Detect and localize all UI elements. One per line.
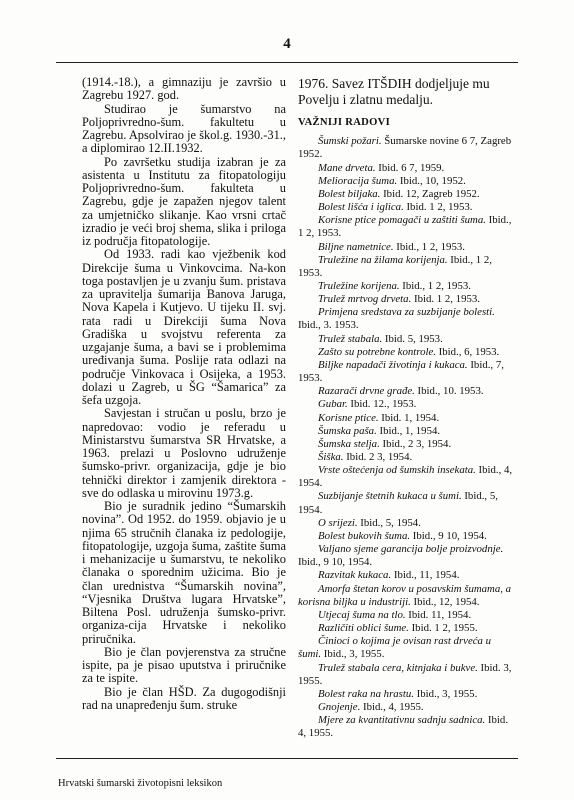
paragraph: Bio je član HŠD. Za dugogodišnji rad na unapređenju šum. struke	[82, 684, 286, 712]
work-reference: Ibid. 3, 1955.	[298, 661, 512, 687]
paragraph: Bio je član povjerenstva za stručne ispite, pa je pisao uputstva i priručnike za te ispite.	[82, 644, 286, 686]
work-entry	[298, 635, 514, 661]
work-title: Primjena sredstava za suzbijanje bolesti.	[318, 306, 495, 319]
work-reference: Ibid., 2 3, 1954.	[379, 437, 452, 450]
work-reference: Ibid. 1, 1954.	[378, 411, 440, 424]
work-entry	[298, 622, 514, 635]
work-title: Suzbijanje štetnih kukaca u šumi.	[318, 490, 462, 503]
work-reference: Ibid., 1 2, 1953.	[399, 279, 471, 292]
work-entry	[298, 569, 514, 582]
work-entry	[298, 175, 514, 188]
work-title: Šiška.	[318, 451, 344, 463]
work-reference: Ibid., 7, 1953.	[298, 358, 504, 385]
work-entry	[298, 385, 514, 398]
work-reference: Ibid., 1 2, 1953.	[298, 214, 512, 240]
work-reference: Ibid. 1 2, 1955.	[408, 622, 478, 635]
work-entry	[298, 701, 514, 714]
paragraph: (1914.-18.), a gimnaziju je završio u Zagrebu 1927. god.	[82, 76, 286, 103]
work-entry	[298, 662, 514, 688]
work-entry	[298, 517, 514, 530]
work-entry	[298, 412, 514, 425]
paragraph: Studirao je šumarstvo na Poljoprivredno-šum. fakultetu u Zagrebu. Apsolvirao je škol.g. 1930.-31., a diplomirao 12.II.1932.	[82, 101, 286, 156]
work-title: Šumski požari.	[318, 135, 382, 148]
work-reference: Ibid. 4, 1955.	[298, 714, 509, 740]
work-title: Razarači drvne građe.	[318, 385, 415, 398]
work-entry	[298, 280, 514, 293]
work-entry	[298, 425, 514, 438]
footer-title: Hrvatski šumarski životopisni leksikon	[58, 778, 223, 789]
work-reference: Šumarske novine 6 7, Zagreb 1952.	[298, 135, 512, 161]
page-number: 4	[283, 36, 291, 52]
work-reference: Ibid., 1 2, 1953.	[393, 240, 465, 253]
work-reference: Ibid., 12, 1954.	[410, 595, 480, 608]
work-title: Mjere za kvantitativnu sadnju sadnica.	[318, 714, 486, 727]
work-title: Bolest lišća i iglica.	[318, 201, 404, 214]
right-column	[298, 76, 514, 748]
works-heading: VAŽNIJI RADOVI	[298, 117, 391, 128]
work-entry	[298, 490, 514, 516]
work-reference: Ibid. 12., 1953.	[347, 398, 417, 411]
work-reference: Ibid. 11, 1954.	[405, 608, 472, 621]
work-entry	[298, 609, 514, 622]
work-entry	[298, 438, 514, 451]
works-list	[298, 135, 514, 740]
work-title: Truležine korijena.	[318, 279, 400, 292]
paragraph: Bio je suradnik jedino “Šumarskih novina”. Od 1952. do 1959. objavio je u njima 65 stručnih članaka iz pedologije, fitopatologije, uzgoja šuma, zaštite šuma i mehanizacije u šumarstvu, te nekoliko članaka o sporednim užicima. Bio je član urednistva “Šumarskih novina”, “Vjesnika Društva lugara Hrvatske”, Biltena Posl. udruženja šumsko-privr. organiza-cija Hrvatske i nekoliko priručnika.	[82, 499, 286, 646]
work-title: Trulež mrtvog drveta.	[318, 293, 412, 306]
work-title: Trulež stabala.	[318, 332, 383, 345]
work-title: O srijezi.	[318, 516, 358, 529]
paragraph: Od 1933. radi kao vježbenik kod Direkcije šuma u Vinkovcima. Na-kon toga postavljen je u zvanju šum. pristava za upravitelja šumarija Banova Jaruga, Nova Kapela i Kutjevo. U tijeku II. svj. rata radi u Direkciji šuma Nova Gradiška u svojstvu referenta za uzgajanje šuma, a bavi se i problemima uređivanja šuma. Poslije rata odlazi na područje Vinkovaca i Osijeka, a 1953. dolazi u Zagreb, u ŠG “Šamarica” za šefa uzgoja.	[82, 247, 286, 407]
work-entry	[298, 543, 514, 569]
left-column	[82, 76, 286, 748]
work-title: Gubar.	[318, 398, 348, 411]
work-title: Biljne nametnice.	[318, 240, 394, 253]
work-reference: Ibid. 12, Zagreb 1952.	[380, 187, 480, 200]
bottom-rule	[56, 758, 518, 759]
work-title: Razvitak kukaca.	[318, 569, 392, 582]
work-title: Vrste oštećenja od šumskih insekata.	[318, 464, 476, 477]
work-title: Različiti oblici šume.	[318, 622, 409, 635]
paragraph: Po završetku studija izabran je za asistenta u Institutu za fitopatologiju Poljoprivredno-šum. fakulteta u Zagrebu, gdje je zapažen njegov talent za umjetničko slikanje. Kao vrsni crtač izradio je veći broj shema, slika i priloga iz područja fitopatologije.	[82, 154, 286, 248]
work-entry	[298, 359, 514, 385]
work-title: Bolest bukovih šuma.	[318, 529, 411, 542]
work-reference: Ibid., 3. 1953.	[298, 319, 359, 332]
work-entry	[298, 398, 514, 411]
work-title: Bolest biljaka.	[318, 187, 381, 200]
work-reference: Ibid., 10. 1953.	[414, 385, 484, 398]
work-title: Bolest raka na hrastu.	[318, 687, 414, 700]
work-entry	[298, 293, 514, 306]
work-title: Truležine na žilama korijenja.	[318, 253, 448, 266]
award-paragraph: 1976. Savez ITŠDIH dodjeljuje mu Povelju i zlatnu medalju.	[298, 76, 490, 107]
work-reference: Ibid., 1 2, 1953.	[298, 253, 492, 279]
work-entry	[298, 530, 514, 543]
work-reference: Ibid., 11, 1954.	[391, 569, 460, 582]
work-title: Činioci o kojima je ovisan rast drveća u šumi.	[298, 635, 492, 661]
work-reference: Ibid., 5, 1954.	[357, 516, 421, 529]
work-title: Korisne ptice pomagači u zaštiti šuma.	[318, 214, 486, 227]
work-entry	[298, 333, 514, 346]
work-reference: Ibid. 1 2, 1953.	[403, 201, 473, 214]
work-entry	[298, 688, 514, 701]
work-entry	[298, 714, 514, 740]
work-entry	[298, 188, 514, 201]
work-reference: Ibid., 9 10, 1954.	[410, 529, 487, 542]
work-title: Zašto su potrebne kontrole.	[318, 345, 436, 358]
work-title: Šumska stelja.	[318, 437, 380, 450]
work-title: Šumska paša.	[318, 424, 377, 437]
work-reference: Ibid., 6, 1953.	[435, 345, 500, 358]
work-reference: Ibid., 5, 1954.	[298, 490, 498, 516]
work-reference: Ibid., 9 10, 1954.	[298, 556, 373, 569]
work-reference: Ibid. 1 2, 1953.	[411, 293, 480, 306]
work-entry	[298, 241, 514, 254]
work-entry	[298, 135, 514, 161]
work-title: Trulež stabala cera, kitnjaka i bukve.	[318, 661, 478, 674]
work-entry	[298, 346, 514, 359]
work-reference: Ibid. 2 3, 1954.	[343, 451, 413, 463]
work-reference: Ibid., 4, 1954.	[298, 464, 513, 490]
work-entry	[298, 306, 514, 332]
work-reference: Ibid. 5, 1953.	[382, 332, 443, 345]
work-reference: Ibid. 6 7, 1959.	[375, 161, 445, 174]
work-reference: Ibid., 1, 1954.	[376, 424, 441, 437]
work-title: Korisne ptice.	[318, 411, 379, 424]
work-entry	[298, 162, 514, 175]
work-entry	[298, 201, 514, 214]
work-entry	[298, 254, 514, 280]
work-title: Utjecaj šuma na tlo.	[318, 608, 406, 621]
work-reference: Ibid., 10, 1952.	[397, 174, 466, 187]
work-entry	[298, 464, 514, 490]
top-rule	[56, 62, 518, 63]
work-title: Gnojenje.	[318, 700, 361, 713]
work-reference: Ibid., 3, 1955.	[321, 648, 385, 661]
work-title: Amorfa štetan korov u posavskim šumama, a korisna biljka u industriji.	[298, 582, 512, 608]
work-reference: Ibid., 3, 1955.	[413, 687, 478, 700]
work-entry	[298, 583, 514, 609]
work-title: Valjano sjeme garancija bolje proizvodnje.	[318, 543, 504, 556]
work-entry	[298, 214, 514, 240]
work-title: Mane drveta.	[318, 161, 376, 174]
paragraph: Savjestan i stručan u poslu, brzo je napredovao: vodio je referadu u Ministarstvu šumarstva SR Hrvatske, a 1963. prelazi u Poslovno udruženje šumsko-privr. organizacija, gdje je bio tehnički direktor i zamjenik direktora - sve do odlaska u mirovinu 1973.g.	[82, 406, 286, 500]
work-entry	[298, 451, 514, 464]
work-title: Biljke napadači životinja i kukaca.	[318, 358, 468, 371]
work-title: Melioracija šuma.	[318, 174, 398, 187]
work-reference: Ibid., 4, 1955.	[360, 700, 424, 713]
